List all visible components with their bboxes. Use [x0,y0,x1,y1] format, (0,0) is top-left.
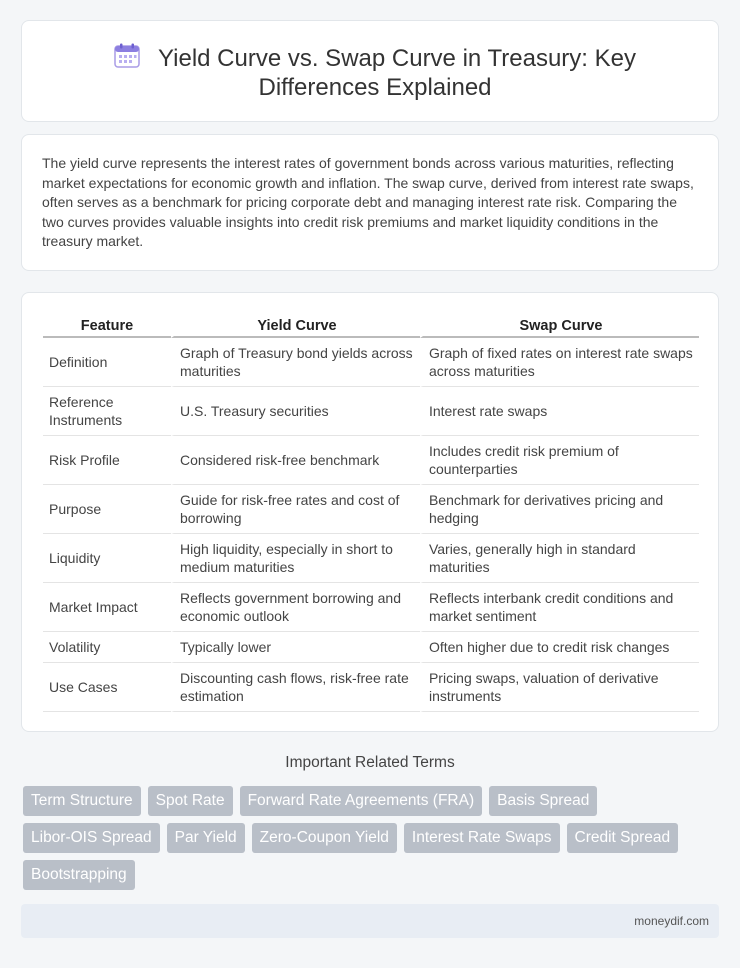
term-tag[interactable]: Forward Rate Agreements (FRA) [240,786,483,816]
cell-swap: Interest rate swaps [420,387,699,436]
term-tag[interactable]: Term Structure [23,786,141,816]
header-swap-curve: Swap Curve [420,316,699,338]
term-tag[interactable]: Par Yield [167,823,245,853]
term-tag[interactable]: Bootstrapping [23,860,135,890]
term-tag[interactable]: Basis Spread [489,786,597,816]
cell-yield: Guide for risk-free rates and cost of borrowing [171,485,420,534]
related-terms-heading: Important Related Terms [285,754,455,771]
term-tag[interactable]: Zero-Coupon Yield [252,823,397,853]
table-row [43,387,699,436]
cell-feature: Reference Instruments [43,387,171,436]
cell-swap: Reflects interbank credit conditions and market sentiment [420,583,699,632]
term-tag[interactable]: Spot Rate [148,786,233,816]
cell-feature: Liquidity [43,534,171,583]
table-row [43,485,699,534]
table-row [43,338,699,387]
cell-yield: High liquidity, especially in short to medium maturities [171,534,420,583]
comparison-table [43,316,699,712]
cell-feature: Market Impact [43,583,171,632]
cell-feature: Volatility [43,632,171,663]
table-row [43,632,699,663]
cell-swap: Includes credit risk premium of counterparties [420,436,699,485]
cell-feature: Use Cases [43,663,171,712]
footer-site-link[interactable]: moneydif.com [634,914,709,928]
cell-feature: Risk Profile [43,436,171,485]
table-row [43,436,699,485]
table-row [43,583,699,632]
related-terms-list [23,786,713,890]
cell-swap: Pricing swaps, valuation of derivative instruments [420,663,699,712]
cell-swap: Graph of fixed rates on interest rate swaps across maturities [420,338,699,387]
comparison-card [21,292,719,732]
table-row [43,663,699,712]
cell-yield: Discounting cash flows, risk-free rate estimation [171,663,420,712]
page-title: Yield Curve vs. Swap Curve in Treasury: Key Differences Explained [158,45,636,101]
term-tag[interactable]: Interest Rate Swaps [404,823,560,853]
cell-yield: Typically lower [171,632,420,663]
cell-yield: Considered risk-free benchmark [171,436,420,485]
cell-feature: Definition [43,338,171,387]
term-tag[interactable]: Libor-OIS Spread [23,823,160,853]
cell-yield: Graph of Treasury bond yields across maturities [171,338,420,387]
cell-yield: Reflects government borrowing and economic outlook [171,583,420,632]
header-yield-curve: Yield Curve [171,316,420,338]
header-feature: Feature [43,316,171,338]
cell-swap: Often higher due to credit risk changes [420,632,699,663]
table-row [43,534,699,583]
term-tag[interactable]: Credit Spread [567,823,679,853]
cell-swap: Benchmark for derivatives pricing and hedging [420,485,699,534]
header-card [21,20,719,122]
footer [21,904,719,938]
cell-swap: Varies, generally high in standard maturities [420,534,699,583]
cell-yield: U.S. Treasury securities [171,387,420,436]
cell-feature: Purpose [43,485,171,534]
intro-card [21,134,719,271]
calendar-icon [114,43,140,69]
page-title-wrap [52,43,698,102]
intro-paragraph: The yield curve represents the interest rates of government bonds across various maturities, reflecting market expectations for economic growth and inflation. The swap curve, derived from interest rate swaps, often serves as a benchmark for pricing corporate debt and managing interest rate risk. Comparing the two curves provides valuable insights into credit risk premiums and market liquidity conditions in the treasury market. [42,155,694,249]
table-header-row [43,316,699,338]
